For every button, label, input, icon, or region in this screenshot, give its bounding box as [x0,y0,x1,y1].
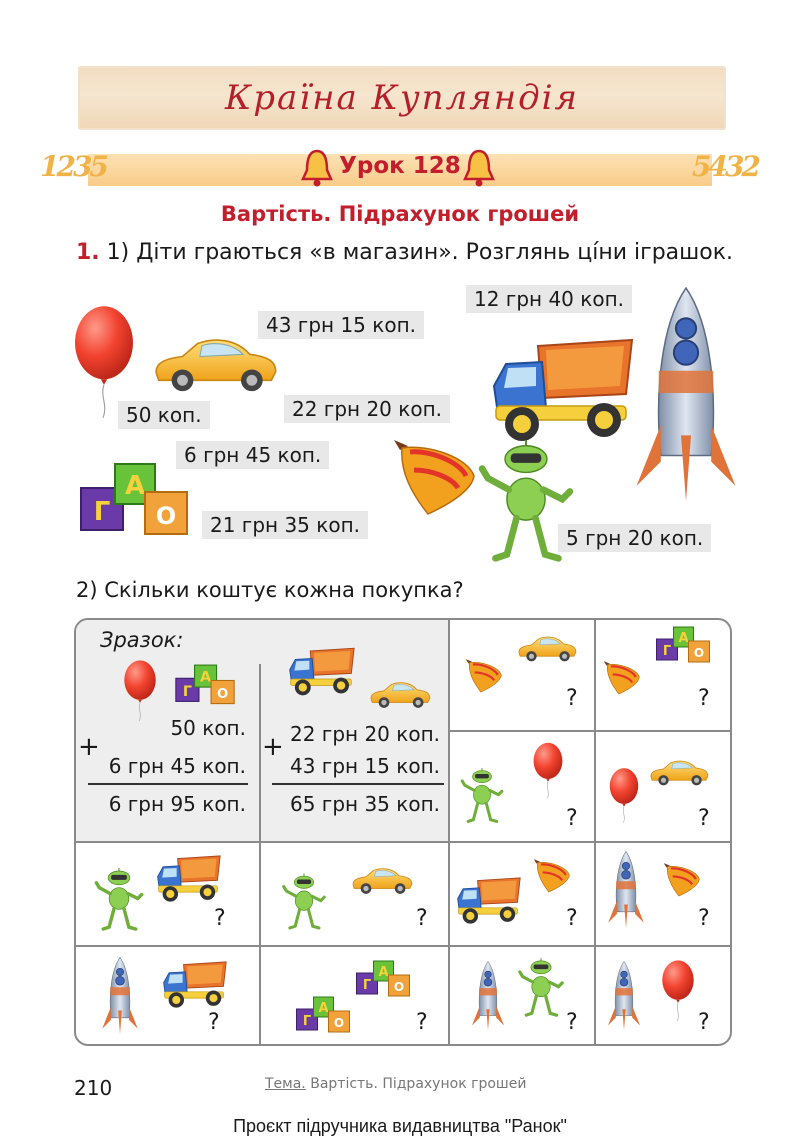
decorative-numbers-left: 1235 [40,150,106,183]
divider [594,620,596,1046]
purchases-grid [74,618,732,1046]
task-statement [76,240,733,265]
footer-topic [265,1076,526,1092]
sample1-sum: 6 грн 95 коп. [108,792,246,816]
decorative-numbers-right: 5432 [692,150,758,183]
chapter-banner [78,66,726,130]
truck-image [486,336,636,446]
lesson-number: Урок 128 [339,153,461,179]
blocks-image [174,664,236,708]
car-image [150,330,280,396]
spinning-top-image [662,862,702,898]
rocket-image [630,284,742,506]
rocket-image [470,954,506,1038]
robot-image [460,768,504,824]
sample2-term2: 43 грн 15 коп. [290,754,440,778]
price-tag-rocket: 12 грн 40 коп. [466,285,632,313]
blocks-image [78,462,190,542]
answer-placeholder[interactable]: ? [698,806,710,831]
car-image [368,678,432,710]
answer-placeholder[interactable]: ? [208,1010,220,1035]
price-tag-balloon: 50 коп. [118,401,210,429]
truck-image [286,646,356,698]
answer-placeholder[interactable]: ? [214,906,226,931]
price-tag-truck: 22 грн 20 коп. [284,395,450,423]
blocks-image [652,626,714,666]
blocks-image [354,960,412,1000]
balloon-image [660,958,696,1022]
robot-image [282,872,326,932]
divider [76,945,732,947]
chapter-title: Країна Купляндія [224,78,580,118]
truck-image [160,960,228,1010]
sample1-term1: 50 коп. [170,716,246,740]
answer-placeholder[interactable]: ? [416,1010,428,1035]
sample-label: Зразок: [100,628,184,652]
price-tag-robot: 5 грн 20 коп. [558,524,711,552]
spinning-top-image [464,658,504,694]
topic-label: Тема. [265,1076,306,1092]
plus-sign: + [78,732,100,762]
rocket-image [606,850,646,930]
car-image [350,864,414,896]
answer-placeholder[interactable]: ? [566,906,578,931]
answer-placeholder[interactable]: ? [698,1010,710,1035]
spinning-top-image [602,660,642,696]
balloon-image [122,658,158,722]
price-tag-car: 43 грн 15 коп. [258,311,424,339]
balloon-image [608,766,640,824]
sample2-term1: 22 грн 20 коп. [290,722,440,746]
car-image [516,632,578,664]
sample1-term2: 6 грн 45 коп. [108,754,246,778]
truck-image [154,854,222,904]
answer-placeholder[interactable]: ? [566,1010,578,1035]
truck-image [454,876,522,926]
publisher-note: Проєкт підручника видавництва "Ранок" [233,1116,567,1136]
plus-sign: + [262,732,284,762]
topic-text: Вартість. Підрахунок грошей [310,1076,527,1092]
page-number: 210 [74,1076,113,1100]
divider [448,620,450,1046]
rocket-image [606,954,642,1038]
spinning-top-image [390,438,480,518]
blocks-image [294,996,352,1036]
spinning-top-image [532,858,572,894]
car-image [648,756,710,788]
sum-line [272,783,444,785]
divider [76,841,732,843]
answer-placeholder[interactable]: ? [566,686,578,711]
task-number: 1. [76,240,100,265]
balloon-image [532,740,564,800]
robot-image [518,958,564,1018]
task-text: 1) Діти граються «в магазин». Розглянь ці́ни іграшок. [106,240,734,265]
rocket-image [100,954,140,1038]
answer-placeholder[interactable]: ? [416,906,428,931]
answer-placeholder[interactable]: ? [698,906,710,931]
divider [448,730,732,732]
sum-line [88,783,248,785]
divider [259,841,261,1046]
subtask-text: 2) Скільки коштує кожна покупка? [76,578,464,602]
price-tag-blocks: 6 грн 45 коп. [176,441,329,469]
section-title: Вартість. Підрахунок грошей [220,202,580,226]
divider [259,664,261,841]
answer-placeholder[interactable]: ? [566,806,578,831]
price-tag-spinning-top: 21 грн 35 коп. [202,511,368,539]
robot-image [94,868,144,932]
sample2-sum: 65 грн 35 коп. [290,792,440,816]
answer-placeholder[interactable]: ? [698,686,710,711]
